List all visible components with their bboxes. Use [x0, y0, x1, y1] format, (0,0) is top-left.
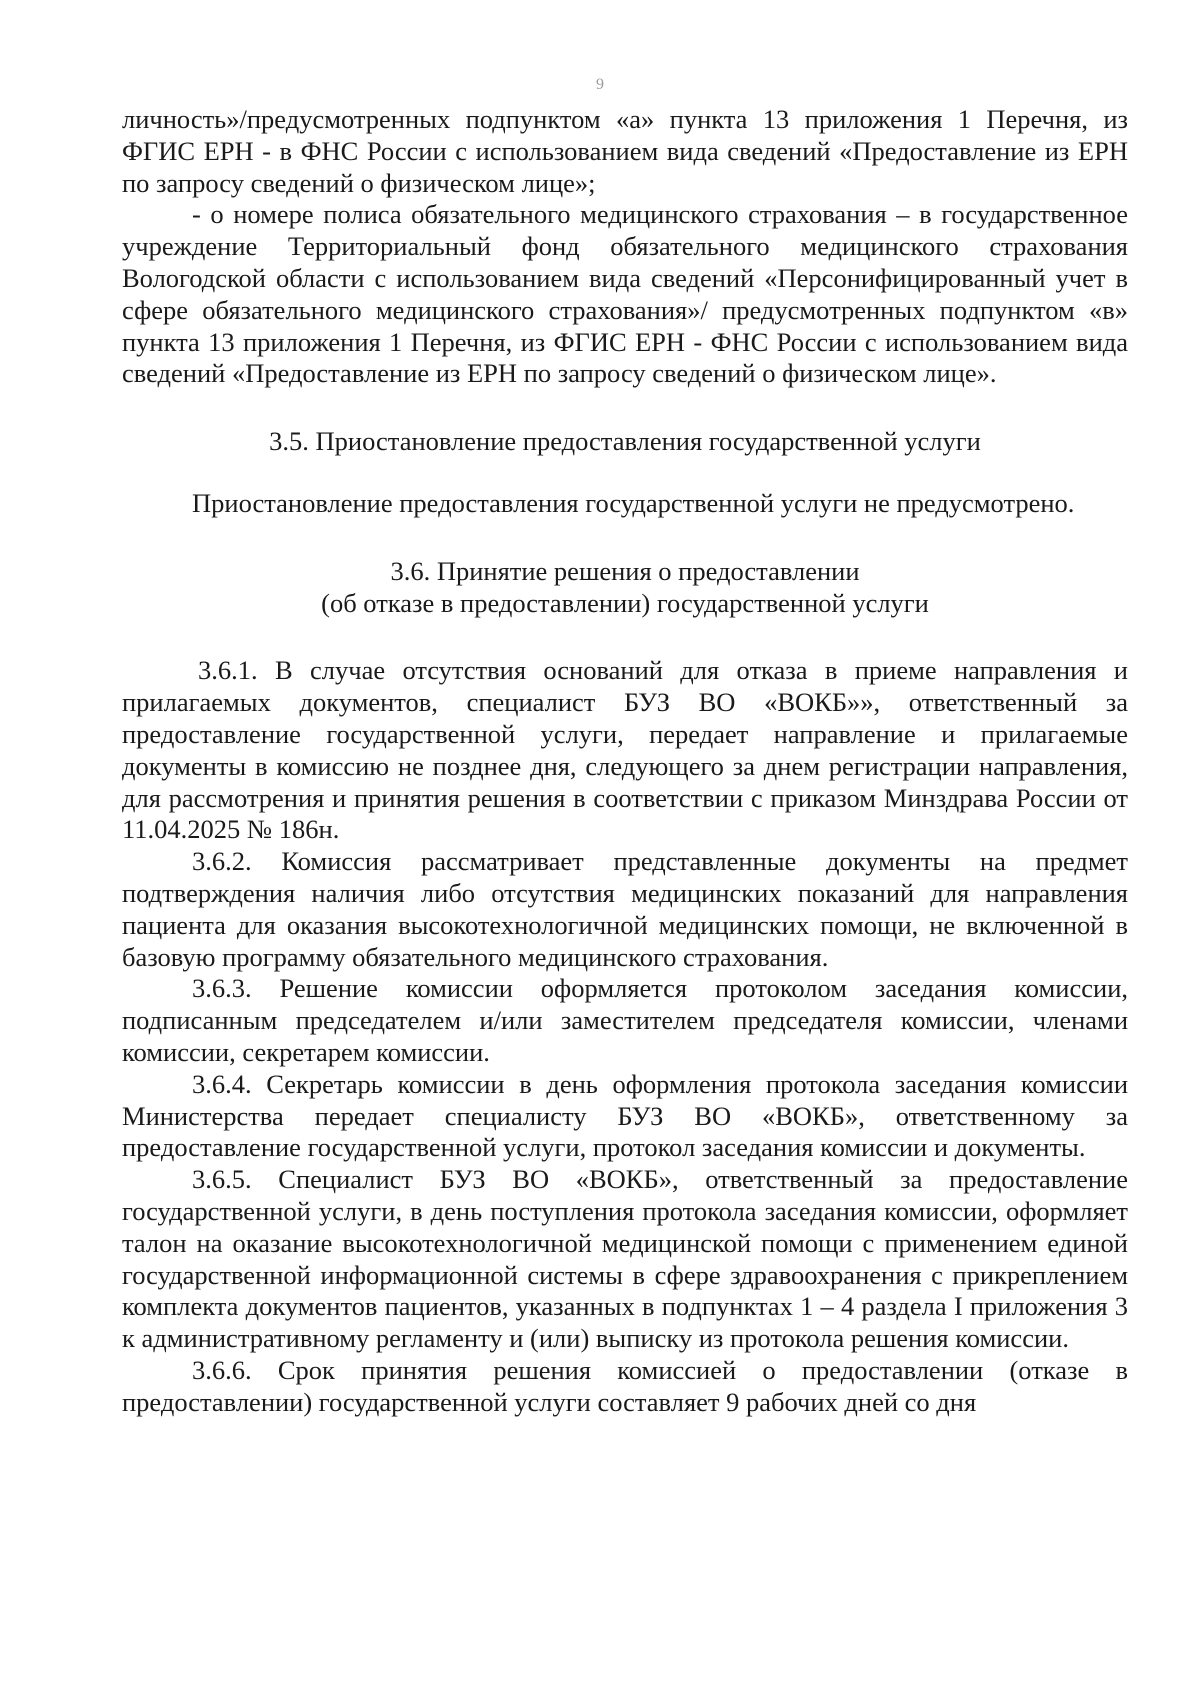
- paragraph-3-6-4: 3.6.4. Секретарь комиссии в день оформления протокола заседания комиссии Министерства передает специалисту БУЗ ВО «ВОКБ», ответственному за предоставление государственной услуги, протокол заседания комиссии и документы.: [122, 1068, 1128, 1163]
- paragraph-personal-info: личность»/предусмотренных подпунктом «а» пункта 13 приложения 1 Перечня, из ФГИС ЕРН - в ФНС России с использованием вида сведений «Предоставление из ЕРН по запросу сведений о физическом лице»;: [122, 104, 1128, 198]
- section-heading-3-5: 3.5. Приостановление предоставления государственной услуги: [269, 426, 981, 457]
- spacer: [122, 619, 1128, 655]
- paragraph-insurance-policy: - о номере полиса обязательного медицинского страхования – в государственное учреждение Территориальный фонд обязательного медицинского страхования Вологодской области с использованием вида сведений «Персонифицированный учет в сфере обязательного медицинского страхования»/ предусмотренных подпунктом «в» пункта 13 приложения 1 Перечня, из ФГИС ЕРН - ФНС России с использованием вида сведений «Предоставление из ЕРН по запросу сведений о физическом лице».: [122, 199, 1128, 389]
- spacer: [122, 520, 1128, 556]
- paragraph-3-5: Приостановление предоставления государственной услуги не предусмотрено.: [192, 487, 1075, 518]
- paragraph-3-6-3: 3.6.3. Решение комиссии оформляется протоколом заседания комиссии, подписанным председателем и/или заместителем председателя комиссии, членами комиссии, секретарем комиссии.: [122, 973, 1128, 1067]
- document-body: [122, 104, 1128, 1418]
- spacer: [122, 458, 1128, 488]
- spacer: [122, 390, 1128, 426]
- paragraph-3-6-5: 3.6.5. Специалист БУЗ ВО «ВОКБ», ответственный за предоставление государственной услуги, в день поступления протокола заседания комиссии, оформляет талон на оказание высокотехнологичной медицинской помощи с применением единой государственной информационной системы в сфере здравоохранения с прикреплением комплекта документов пациентов, указанных в подпунктах 1 – 4 раздела I приложения 3 к административному регламенту и (или) выписку из протокола решения комиссии.: [122, 1164, 1128, 1354]
- section-heading-3-6-line2: (об отказе в предоставлении) государственной услуги: [321, 587, 929, 618]
- section-heading-3-6-line1: 3.6. Принятие решения о предоставлении: [390, 555, 860, 586]
- paragraph-3-6-1: 3.6.1. В случае отсутствия оснований для отказа в приеме направления и прилагаемых документов, специалист БУЗ ВО «ВОКБ»», ответственный за предоставление государственной услуги, передает направление и прилагаемые документы в комиссию не позднее дня, следующего за днем регистрации направления, для рассмотрения и принятия решения в соответствии с приказом Минздрава России от 11.04.2025 № 186н.: [122, 655, 1128, 845]
- paragraph-3-6-6: 3.6.6. Срок принятия решения комиссией о предоставлении (отказе в предоставлении) государственной услуги составляет 9 рабочих дней со дня: [122, 1354, 1128, 1417]
- page-number: 9: [596, 76, 604, 93]
- paragraph-3-6-2: 3.6.2. Комиссия рассматривает представленные документы на предмет подтверждения наличия либо отсутствия медицинских показаний для направления пациента для оказания высокотехнологичной медицинских помощи, не включенной в базовую программу обязательного медицинского страхования.: [122, 846, 1128, 972]
